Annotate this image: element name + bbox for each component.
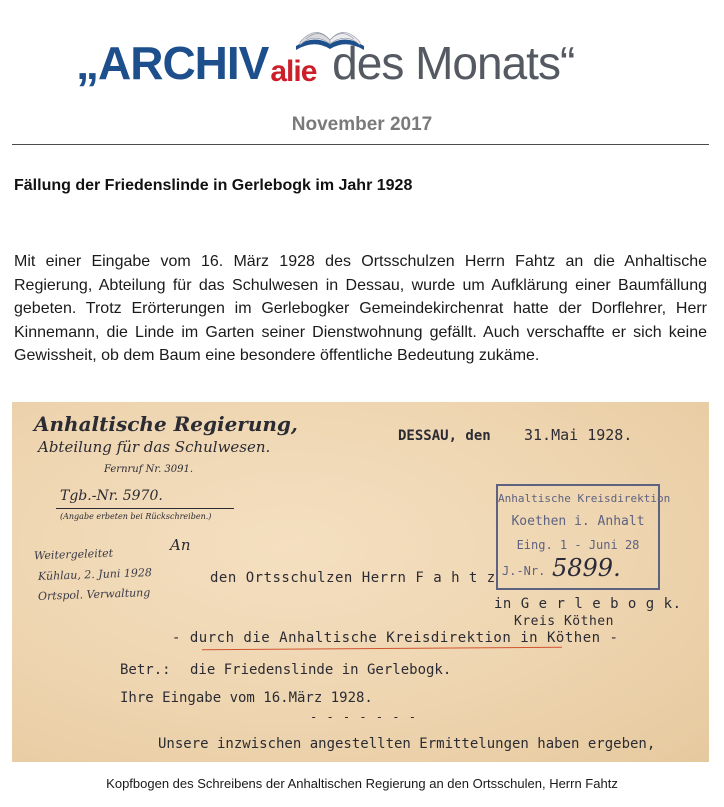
letter-recipient: den Ortsschulzen Herrn F a h t z (210, 570, 496, 586)
letter-to-word: An (170, 536, 191, 554)
banner (0, 0, 724, 104)
letter-scan (12, 402, 709, 762)
logo-quote-open: „ (76, 37, 98, 89)
stamp-line-3: Eing. 1 - Juni 28 (516, 538, 640, 552)
receipt-stamp (496, 484, 671, 590)
letter-handwritten-note-3: Ortspol. Verwaltung (37, 586, 151, 603)
letter-reference: Ihre Eingabe vom 16.März 1928. (120, 690, 373, 706)
article-title: Fällung der Friedenslinde in Gerlebogk im Jahr 1928 (14, 177, 413, 194)
letter-ref-rule (56, 508, 234, 509)
letter-recipient-district: Kreis Köthen (514, 614, 614, 629)
letter-subject: die Friedenslinde in Gerlebogk. (190, 662, 452, 678)
letter-subject-label: Betr.: (120, 662, 171, 678)
letter-handwritten-note-1: Weitergeleitet (33, 546, 114, 563)
logo-des-monats: des Monats“ (320, 37, 575, 89)
stamp-line-1: Anhaltische Kreisdirektion (498, 492, 671, 505)
letter-via-line: - durch die Anhaltische Kreisdirektion in Köthen - (172, 630, 619, 646)
letter-place-date-prefix: DESSAU, den (398, 428, 491, 444)
stamp-line-2: Koethen i. Anhalt (511, 514, 645, 529)
issue-date: November 2017 (291, 114, 433, 135)
letter-red-underline (202, 647, 562, 652)
letter-reference-number: Tgb.-Nr. 5970. (60, 488, 163, 504)
letter-dashes: - - - - - - - (310, 710, 417, 724)
letter-phone: Fernruf Nr. 3091. (104, 464, 194, 475)
stamp-jnr-value: 5899. (552, 554, 621, 582)
letter-date: 31.Mai 1928. (524, 426, 633, 444)
logo-alie: alie (270, 55, 317, 88)
letter-ref-note: (Angabe erbeten bei Rückschreiben.) (60, 512, 212, 521)
stamp-jnr-label: J.-Nr. (502, 564, 546, 578)
letter-sender-line2: Abteilung für das Schulwesen. (38, 438, 271, 456)
archivalie-logo (76, 36, 574, 96)
image-caption: Kopfbogen des Schreibens der Anhaltischen Regierung an den Ortsschulen, Herrn Fahtz (106, 776, 618, 791)
letter-sender-line1: Anhaltische Regierung, (34, 412, 298, 436)
article-body: Mit einer Eingabe vom 16. März 1928 des Ortsschulzen Herrn Fahtz an die Anhaltische Regierung, Abteilung für das Schulwesen in Dessau, wurde um Aufklärung einer Baumfällung gebeten. Trotz Erörterungen im Gerlebogker Gemeindekirchenrat hatte der Dorflehrer, Herr Kinnemann, die Linde im Garten seiner Dienstwohnung gefällt. Auch verschaffte er sich keine Gewissheit, ob dem Baum eine besondere öffentliche Bedeutung zukäme. (14, 253, 707, 365)
logo-archiv: ARCHIV (98, 37, 269, 89)
letter-recipient-place: in G e r l e b o g k. (494, 596, 682, 612)
header-divider (12, 144, 709, 145)
letter-body-start: Unsere inzwischen angestellten Ermittelungen haben ergeben, (158, 736, 656, 752)
letter-handwritten-note-2: Kühlau, 2. Juni 1928 (37, 566, 153, 583)
